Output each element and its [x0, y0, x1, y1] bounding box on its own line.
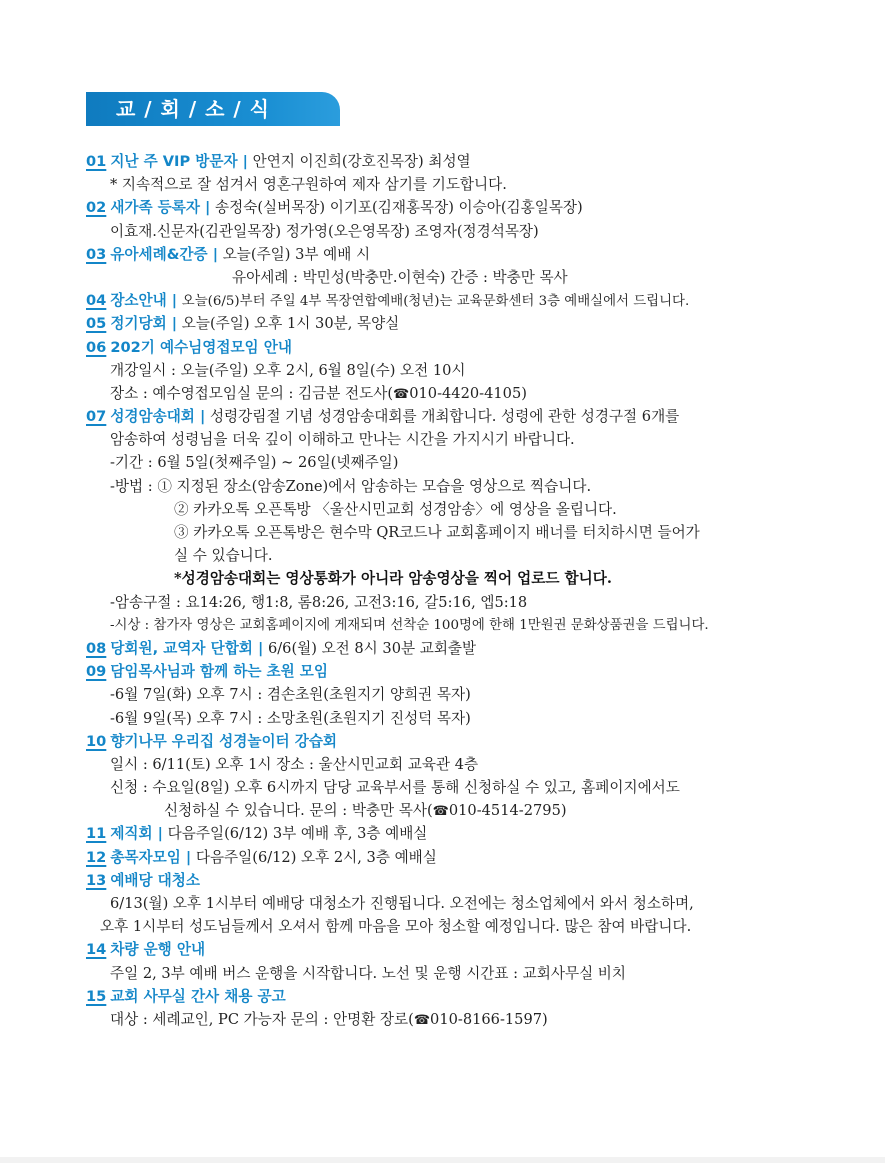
item-heading: 02 새가족 등록자 | [86, 199, 211, 217]
item-06 [86, 336, 796, 359]
item-10-apply: 신청 : 수요일(8일) 오후 6시까지 담당 교육부서를 통해 신청하실 수 있고, 홈페이지에서도 [110, 779, 680, 797]
item-10-date: 일시 : 6/11(토) 오후 1시 장소 : 울산시민교회 교육관 4층 [110, 755, 479, 773]
item-08: 08 당회원, 교역자 단합회 | 6/6(월) 오전 8시 30분 교회출발 [86, 639, 477, 657]
item-07-method-3: ③ 카카오톡 오픈톡방은 현수막 QR코드나 교회홈페이지 배너를 터치하시면 들어가 [174, 524, 700, 541]
item-06-place: 장소 : 예수영접모임실 문의 : 김금분 전도사(☎010-4420-4105) [110, 384, 527, 402]
item-07-notice: *성경암송대회는 영상통화가 아니라 암송영상을 찍어 업로드 합니다. [174, 570, 612, 588]
item-heading: 06 202기 예수님영접모임 안내 [86, 338, 292, 356]
item-15-line-1: 대상 : 세례교인, PC 가능자 문의 : 안명환 장로(☎010-8166-1597) [110, 1010, 548, 1028]
item-01: 01 지난 주 VIP 방문자 | 안연지 이진희(강호진목장) 최성열 [86, 153, 471, 170]
telephone-icon: ☎ [413, 1012, 431, 1028]
item-01-note: * 지속적으로 잘 섬겨서 영혼구원하여 제자 삼기를 기도합니다. [110, 176, 507, 194]
item-07-verses: -암송구절 : 요14:26, 행1:8, 롬8:26, 고전3:16, 갈5:16, 엡5:18 [110, 593, 528, 611]
telephone-icon: ☎ [432, 804, 449, 820]
item-07-method-1: -방법 : ① 지정된 장소(암송Zone)에서 암송하는 모습을 영상으로 찍습니다. [110, 477, 592, 495]
item-heading: 15 교회 사무실 간사 채용 공고 [86, 987, 286, 1005]
item-12: 12 총목자모임 | 다음주일(6/12) 오후 2시, 3층 예배실 [86, 848, 437, 866]
item-13-line-2: 오후 1시부터 성도님들께서 오셔서 함께 마음을 모아 청소할 예정입니다. 많은 참여 바랍니다. [100, 918, 692, 936]
page-bottom-edge [0, 1157, 885, 1163]
item-heading: 12 총목자모임 | [86, 848, 192, 866]
item-heading: 07 성경암송대회 | [86, 408, 206, 426]
item-06-date: 개강일시 : 오늘(주일) 오후 2시, 6월 8일(수) 오전 10시 [110, 361, 466, 379]
item-07: 07 성경암송대회 | 성령강림절 기념 성경암송대회를 개최합니다. 성령에 관한 성경구절 6개를 [86, 408, 680, 426]
item-02: 02 새가족 등록자 | 송정숙(실버목장) 이기포(김재홍목장) 이승아(김홍일목장) [86, 199, 583, 217]
item-heading: 01 지난 주 VIP 방문자 | [86, 153, 248, 170]
item-07-award: -시상 : 참가자 영상은 교회홈페이지에 게재되며 선착순 100명에 한해 1만원권 문화상품권을 드립니다. [110, 617, 709, 633]
item-09 [86, 660, 796, 683]
item-10-apply-cont: 신청하실 수 있습니다. 문의 : 박충만 목사(☎010-4514-2795) [164, 802, 567, 820]
item-07-cont: 암송하여 성령님을 더욱 깊이 이해하고 만나는 시간을 가지시기 바랍니다. [110, 431, 575, 449]
item-heading: 09 담임목사님과 함께 하는 초원 모임 [86, 663, 329, 681]
item-heading: 04 장소안내 | [86, 292, 178, 310]
item-07-method-2: ② 카카오톡 오픈톡방 〈울산시민교회 성경암송〉에 영상을 올립니다. [174, 500, 617, 518]
item-heading: 13 예배당 대청소 [86, 871, 200, 889]
item-14-line-1: 주일 2, 3부 예배 버스 운행을 시작합니다. 노선 및 운행 시간표 : 교회사무실 비치 [110, 964, 627, 982]
item-heading: 03 유아세례&간증 | [86, 245, 219, 263]
section-title: 교 / 회 / 소 / 식 [86, 92, 340, 126]
telephone-icon: ☎ [393, 386, 410, 402]
item-13-line-1: 6/13(월) 오후 1시부터 예배당 대청소가 진행됩니다. 오전에는 청소업체에서 와서 청소하며, [110, 895, 694, 912]
item-13 [86, 869, 796, 892]
item-heading: 14 차량 운행 안내 [86, 941, 206, 959]
item-10 [86, 730, 796, 753]
item-07-period: -기간 : 6월 5일(첫째주일) ~ 26일(넷째주일) [110, 454, 399, 472]
item-03-detail: 유아세례 : 박민성(박충만.이현숙) 간증 : 박충만 목사 [232, 268, 568, 286]
item-09-meeting-2: -6월 9일(목) 오후 7시 : 소망초원(초원지기 진성덕 목자) [110, 709, 471, 727]
item-15 [86, 985, 796, 1008]
item-heading: 11 제직회 | [86, 825, 164, 843]
item-heading: 05 정기당회 | [86, 315, 178, 333]
item-05: 05 정기당회 | 오늘(주일) 오후 1시 30분, 목양실 [86, 315, 400, 333]
announcement-list [86, 150, 796, 1031]
item-03: 03 유아세례&간증 | 오늘(주일) 3부 예배 시 [86, 245, 371, 263]
item-02-cont: 이효재.신문자(김관일목장) 정가영(오은영목장) 조영자(정경석목장) [110, 222, 539, 240]
item-11: 11 제직회 | 다음주일(6/12) 3부 예배 후, 3층 예배실 [86, 825, 428, 843]
item-heading: 10 향기나무 우리집 성경놀이터 강습회 [86, 732, 338, 750]
item-04: 04 장소안내 | 오늘(6/5)부터 주일 4부 목장연합예배(청년)는 교육문화센터 3층 예배실에서 드립니다. [86, 292, 690, 310]
item-09-meeting-1: -6월 7일(화) 오후 7시 : 겸손초원(초원지기 양희권 목자) [110, 686, 471, 704]
item-07-method-3-cont: 실 수 있습니다. [174, 547, 273, 565]
item-14 [86, 938, 796, 961]
item-heading: 08 당회원, 교역자 단합회 | [86, 639, 264, 657]
